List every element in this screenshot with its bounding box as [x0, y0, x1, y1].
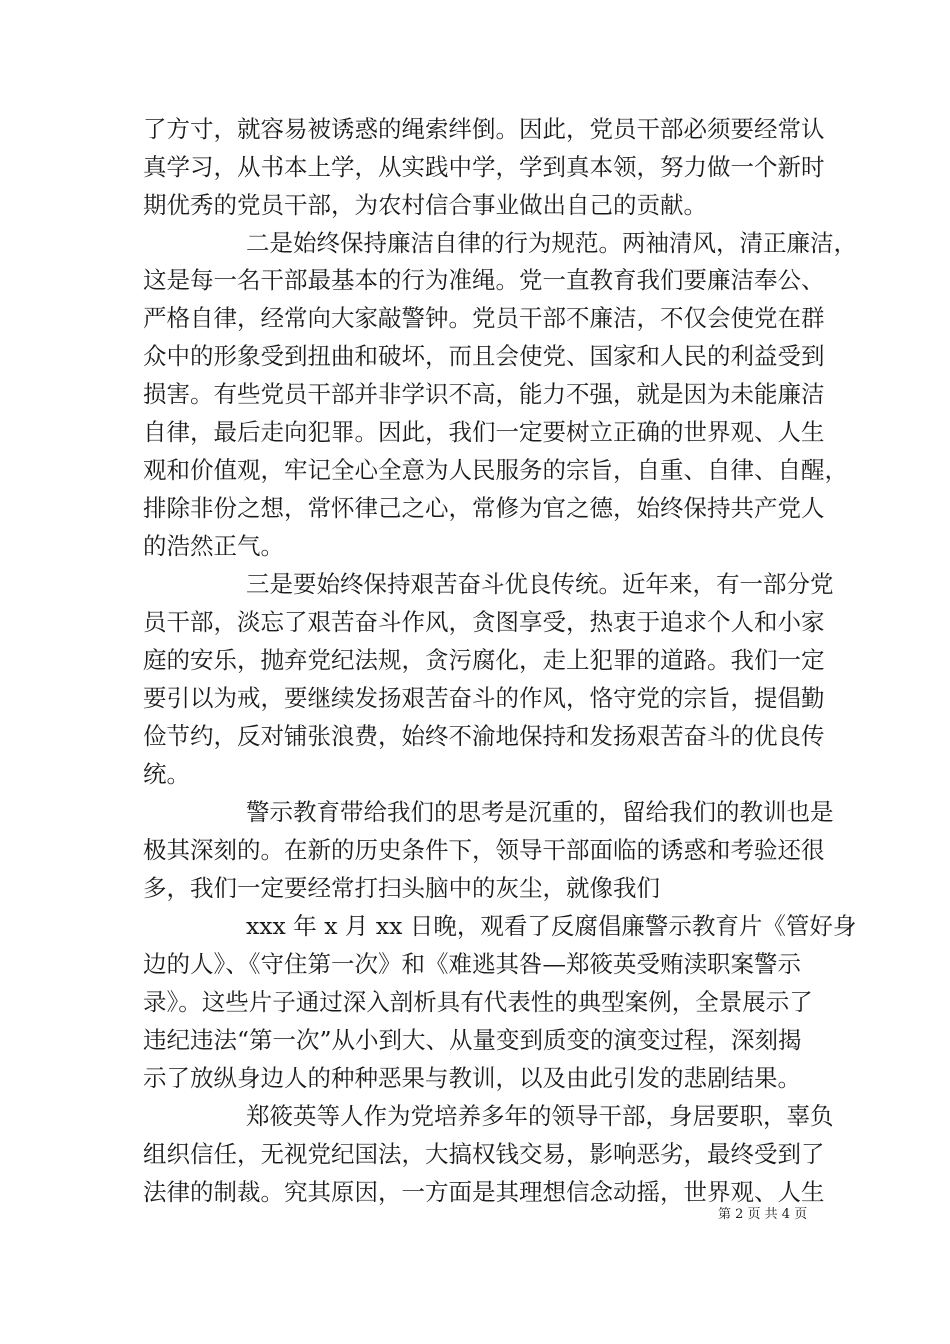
text-line-14: 员干部，淡忘了艰苦奋斗作风，贪图享受，热衷于追求个人和小家 — [143, 608, 825, 636]
text-line-17: 俭节约，反对铺张浪费，始终不渝地保持和发扬艰苦奋斗的优良传 — [143, 722, 825, 750]
paragraph-4-line-1: 警示教育带给我们的思考是沉重的，留给我们的教训也是 — [246, 798, 834, 826]
text-line-5: 这是每一名干部最基本的行为准绳。党一直教育我们要廉洁奉公、 — [143, 266, 825, 294]
page-number-footer: 第 2 页 共 4 页 — [718, 1207, 808, 1222]
text-line-29: 法律的制裁。究其原因，一方面是其理想信念动摇，世界观、人生 — [143, 1178, 825, 1206]
text-line-11: 排除非份之想，常怀律己之心，常修为官之德，始终保持共产党人 — [143, 494, 825, 522]
text-line-16: 要引以为戒，要继续发扬艰苦奋斗的作风，恪守党的宗旨，提倡勤 — [143, 684, 825, 712]
text-line-8: 损害。有些党员干部并非学识不高，能力不强，就是因为未能廉洁 — [143, 380, 825, 408]
text-line-26: 示了放纵身边人的种种恶果与教训，以及由此引发的悲剧结果。 — [143, 1064, 801, 1092]
paragraph-2-line-1: 二是始终保持廉洁自律的行为规范。两袖清风，清正廉洁， — [246, 229, 857, 257]
text-line-2: 真学习，从书本上学，从实践中学，学到真本领，努力做一个新时 — [143, 153, 825, 181]
text-line-1: 了方寸，就容易被诱惑的绳索绊倒。因此，党员干部必须要经常认 — [143, 115, 825, 143]
text-line-7: 众中的形象受到扭曲和破坏，而且会使党、国家和人民的利益受到 — [143, 342, 825, 370]
text-line-18: 统。 — [143, 760, 190, 788]
text-line-20: 极其深刻的。在新的历史条件下，领导干部面临的诱惑和考验还很 — [143, 836, 825, 864]
text-line-23: 边的人》、《守住第一次》和《难逃其咎—郑筱英受贿渎职案警示 — [143, 950, 801, 978]
text-line-10: 观和价值观，牢记全心全意为人民服务的宗旨，自重、自律、自醒， — [143, 456, 848, 484]
text-line-25: 违纪违法“第一次”从小到大、从量变到质变的演变过程，深刻揭 — [143, 1026, 802, 1054]
text-line-6: 严格自律，经常向大家敲警钟。党员干部不廉洁，不仅会使党在群 — [143, 304, 825, 332]
text-line-12: 的浩然正气。 — [143, 532, 284, 560]
paragraph-6-line-1: 郑筱英等人作为党培养多年的领导干部，身居要职，辜负 — [246, 1102, 834, 1130]
paragraph-3-line-1: 三是要始终保持艰苦奋斗优良传统。近年来，有一部分党 — [246, 570, 834, 598]
paragraph-5-line-1: xxx 年 x 月 xx 日晚，观看了反腐倡廉警示教育片《管好身 — [246, 912, 857, 940]
text-line-24: 录》。这些片子通过深入剖析具有代表性的典型案例，全景展示了 — [143, 988, 813, 1016]
text-line-28: 组织信任，无视党纪国法，大搞权钱交易，影响恶劣，最终受到了 — [143, 1140, 825, 1168]
text-line-3: 期优秀的党员干部，为农村信合事业做出自己的贡献。 — [143, 191, 707, 219]
text-line-15: 庭的安乐，抛弃党纪法规，贪污腐化，走上犯罪的道路。我们一定 — [143, 646, 825, 674]
text-line-9: 自律，最后走向犯罪。因此，我们一定要树立正确的世界观、人生 — [143, 418, 825, 446]
text-line-21: 多，我们一定要经常打扫头脑中的灰尘，就像我们 — [143, 874, 660, 902]
